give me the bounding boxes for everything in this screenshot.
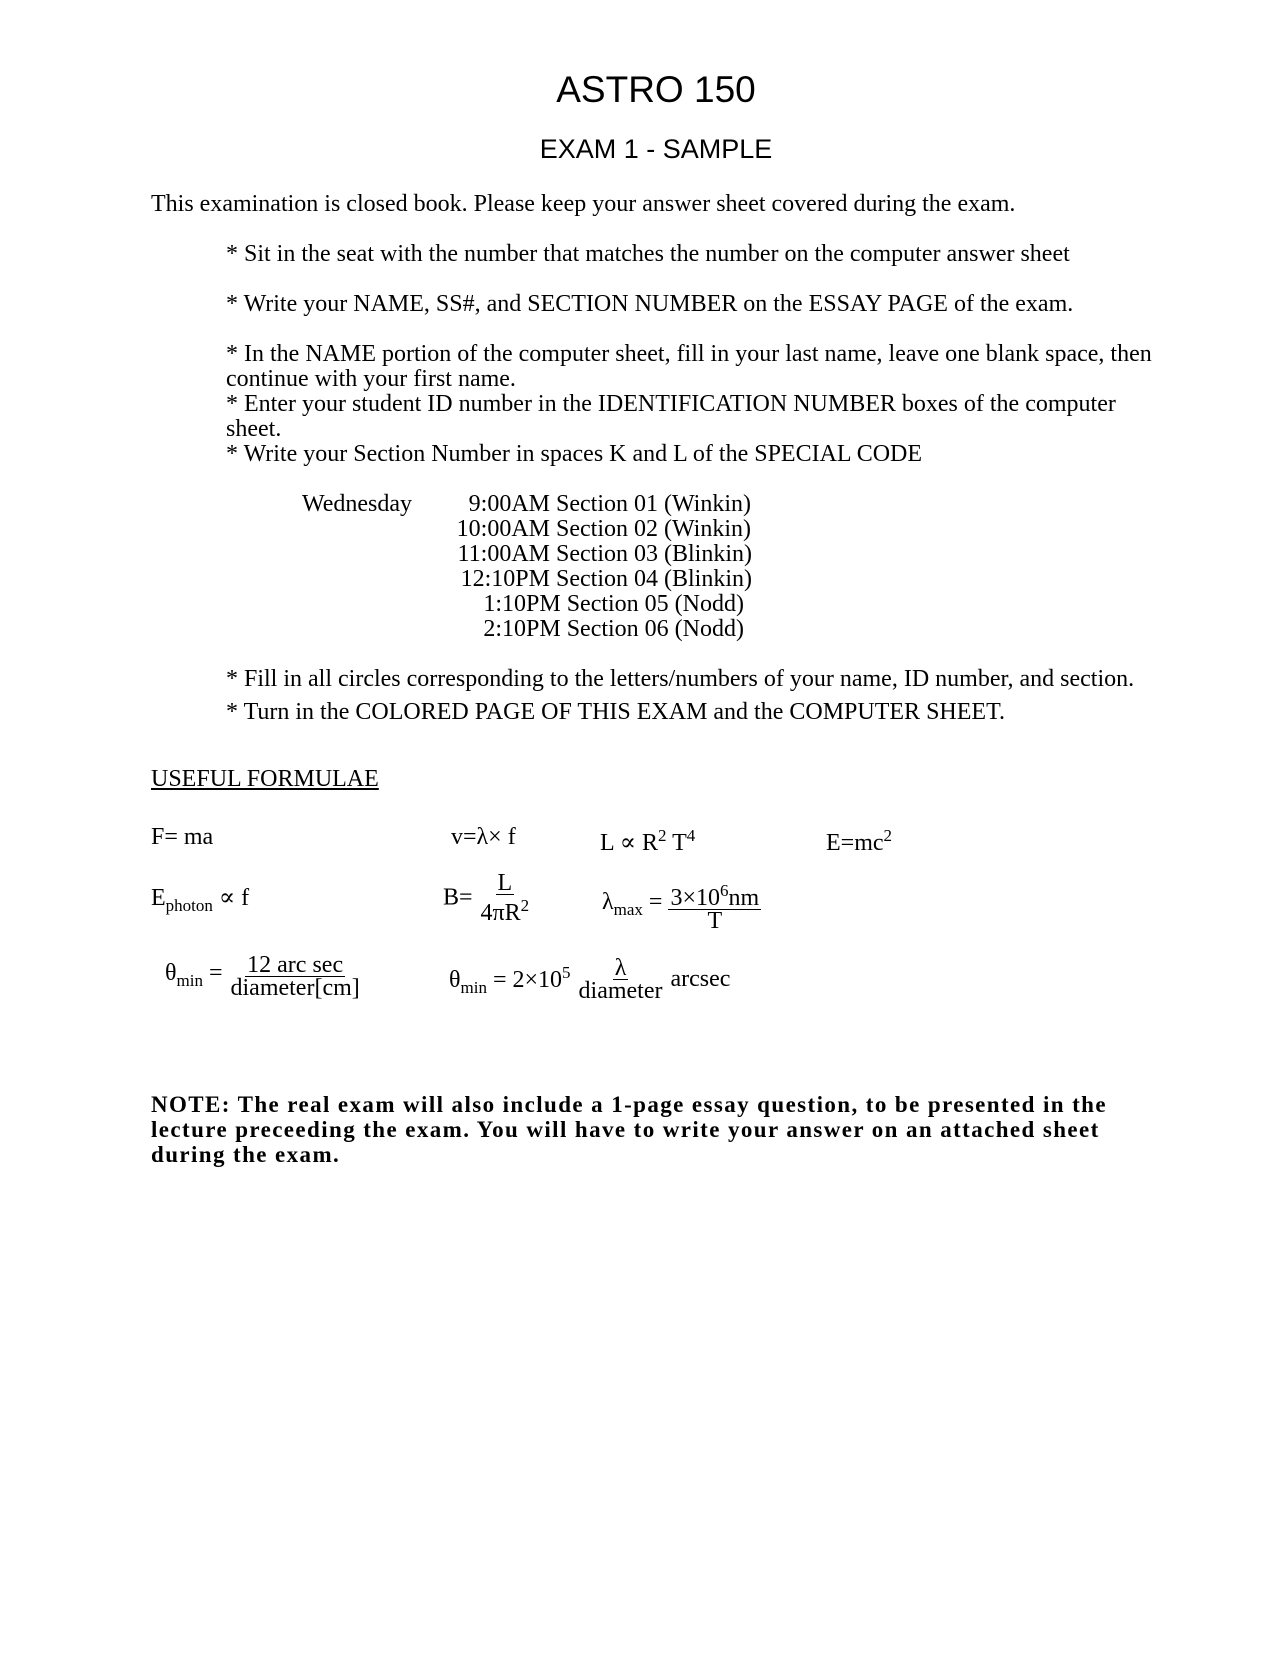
page-subtitle: EXAM 1 - SAMPLE xyxy=(539,134,773,164)
schedule-row: 10:00AM Section 02 (Winkin) xyxy=(456,516,751,542)
page-title: ASTRO 150 xyxy=(556,69,756,110)
schedule-row: 9:00AM Section 01 (Winkin) xyxy=(468,491,751,517)
formula-energy: $E=mc^2$ xyxy=(826,826,893,856)
resolution-2-numerator: λ xyxy=(614,955,627,981)
resolution-1-denominator: diameter[cm] xyxy=(230,975,360,1001)
schedule-row: 12:10PM Section 04 (Blinkin) xyxy=(460,566,752,592)
instruction-name-portion: * In the NAME portion of the computer sheet, fill in your last name, leave one blank space, then continue with your first name. xyxy=(226,341,1152,392)
brightness-denominator: $4\pi R^2$ xyxy=(480,896,530,926)
instruction-turn-in: * Turn in the COLORED PAGE OF THIS EXAM and the COMPUTER SHEET. xyxy=(226,699,1005,725)
formula-wave: v=λ× f xyxy=(451,824,516,850)
formula-resolution-1: $\theta_{min}$ = $\frac{\text{12 arc sec}}{\text{diameter[cm]}}$ xyxy=(165,952,360,1001)
instruction-student-id: * Enter your student ID number in the IDENTIFICATION NUMBER boxes of the computer sheet. xyxy=(226,391,1116,442)
schedule-row: 2:10PM Section 06 (Nodd) xyxy=(483,616,744,642)
formula-photon: $E_{photon} \propto f$ xyxy=(151,885,250,915)
formula-luminosity: $L \propto R^2$ $T^4$ xyxy=(600,826,696,856)
formula-brightness: B= $\frac{L}{4\pi R^2}$ xyxy=(443,870,530,926)
brightness-numerator: L xyxy=(497,870,513,896)
formula-wien: $\lambda_{max}$ = $\frac{3\times 10^6nm}{T}$ xyxy=(602,881,760,934)
resolution-1-numerator: 12 arc sec xyxy=(247,952,344,978)
formula-newton: F= ma xyxy=(151,824,214,850)
schedule-row: 1:10PM Section 05 (Nodd) xyxy=(483,591,744,617)
schedule-row: 11:00AM Section 03 (Blinkin) xyxy=(457,541,752,567)
instruction-block xyxy=(226,342,1156,467)
instruction-section-code: * Write your Section Number in spaces K and L of the SPECIAL CODE xyxy=(226,441,923,467)
wien-numerator: $3\times 10^6nm$ xyxy=(670,881,760,911)
instruction-write-name: * Write your NAME, SS#, and SECTION NUMBER on the ESSAY PAGE of the exam. xyxy=(226,291,1074,317)
formulae-heading: USEFUL FORMULAE xyxy=(151,766,379,792)
schedule-day: Wednesday xyxy=(302,491,413,517)
wien-denominator: T xyxy=(707,908,723,934)
intro-text: This examination is closed book. Please keep your answer sheet covered during the exam. xyxy=(151,191,1016,217)
instruction-fill-circles: * Fill in all circles corresponding to the letters/numbers of your name, ID number, and section. xyxy=(226,666,1135,692)
exam-note: NOTE: The real exam will also include a 1-page essay question, to be presented in the lecture preceeding the exam. You will have to write your answer on an attached sheet during the exam. xyxy=(151,1092,1107,1167)
schedule-list xyxy=(452,491,752,642)
formula-resolution-2: $\theta_{min} = 2\times 10^5$ $\frac{\lambda}{\text{diameter}}$ arcsec xyxy=(449,955,731,1004)
resolution-2-denominator: diameter xyxy=(578,978,663,1004)
instruction-seat: * Sit in the seat with the number that matches the number on the computer answer sheet xyxy=(226,241,1070,267)
